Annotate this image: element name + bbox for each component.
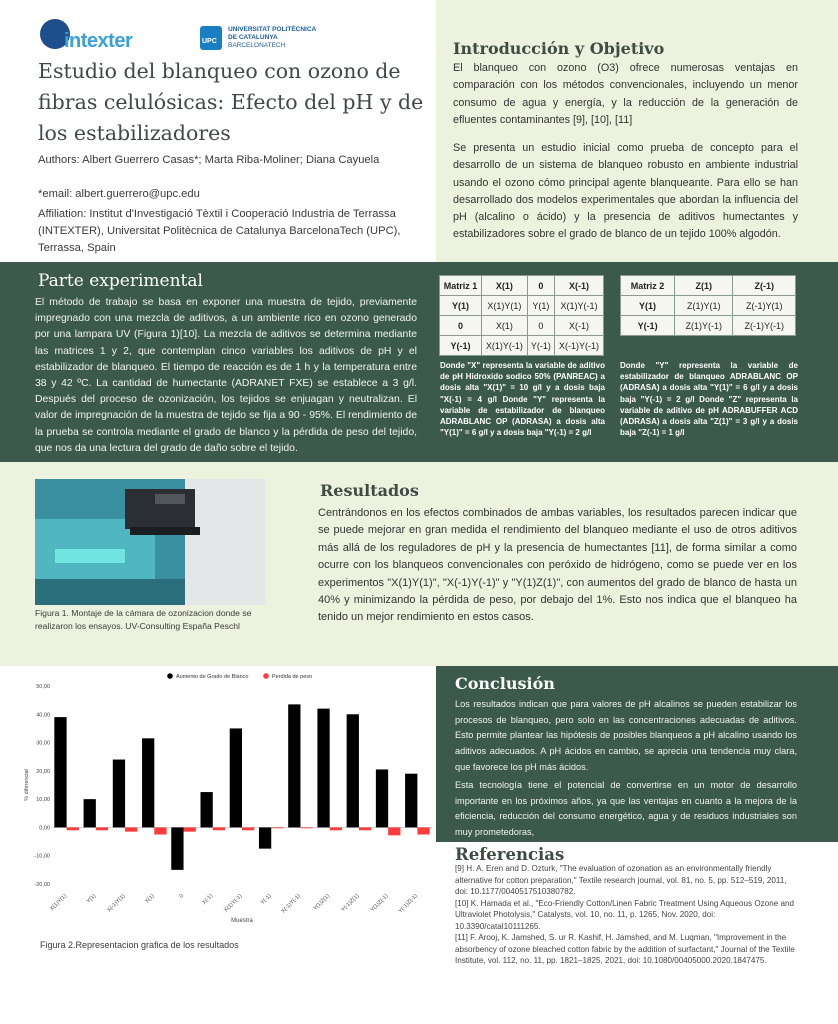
table-row <box>621 276 796 296</box>
matrix-1-table <box>439 275 604 356</box>
table-cell: 0 <box>527 316 554 336</box>
table-cell: X(1)Y(-1) <box>554 296 603 316</box>
legend-marker <box>263 673 269 679</box>
upc-logo <box>200 26 320 52</box>
results-heading: Resultados <box>320 481 419 500</box>
x-tick-label: Y(1)Z(-1) <box>369 893 390 914</box>
bar-perdida-peso <box>213 827 225 830</box>
table-cell: Y(-1) <box>527 336 554 356</box>
y-tick-label: 10,00 <box>36 797 50 804</box>
table-cell: Y(1) <box>527 296 554 316</box>
bar-grado-blanco <box>288 704 300 827</box>
bar-grado-blanco <box>171 827 183 869</box>
bar-grado-blanco <box>259 827 271 848</box>
bar-grado-blanco <box>405 774 417 828</box>
reference-item: [9] H. A. Eren and D. Ozturk, "The evaluation of ozonation as an environmentally friendly alternative for cotton preparation," Textile research journal, vol. 81, no. 5, pp. 512–519, 2011, doi: 10.1177/0040517510380782. <box>455 864 787 896</box>
references-heading: Referencias <box>455 845 565 864</box>
table-row <box>440 316 604 336</box>
matrix-1-note: Donde "X" representa la variable de aditivo de pH Hidroxido sodico 50% (PANREAC) a dosis alta "X(1)" = 10 g/l y a dosis baja "X(-1) = 4 g/l Donde "Y" representa la variable de estabilizador de blanqueo ADRABLANC OP (ADRASA) a dosis alta "Y(1)" = 6 g/l y a dosis baja "Y(-1) = 2 g/l <box>440 361 605 438</box>
bar-perdida-peso <box>359 827 371 830</box>
bar-perdida-peso <box>388 827 400 835</box>
y-tick-label: -20,00 <box>34 882 50 888</box>
ozonization-chamber-photo <box>35 479 265 605</box>
x-tick-label: X(1)Y(1) <box>49 893 69 913</box>
figure-1-caption: Figura 1. Montaje de la cámara de ozonizacion donde se realizaron los ensayos. UV-Consulting España Peschl <box>35 608 252 631</box>
upc-logo-badge <box>200 26 222 50</box>
x-tick-label: X(-1)Y(-1) <box>280 893 302 915</box>
table-cell: Z(-1) <box>733 276 796 296</box>
table-cell: Y(1) <box>621 296 675 316</box>
x-tick-label: X(-1) <box>201 893 215 907</box>
figure-2-caption: Figura 2.Representacion grafica de los resultados <box>40 940 239 950</box>
matrix-2-note: Donde "Y" representa la variable de estabilizador de blanqueo ADRABLANC OP (ADRASA) a dosis alta "Y(1)" = 6 g/l y a dosis baja "Y(-1) = 2 g/l Donde "Z" representa la variable de aditivo de pH ADRABUFFER ACD (ADRASA) a dosis alta "Z(1)" = 3 g/l y a dosis baja "Z(-1) = 1 g/l <box>620 361 798 438</box>
intro-paragraph-1: El blanqueo con ozono (O3) ofrece numerosas ventajas en comparación con los métodos convencionales, incluyendo un menor consumo de agua y energía, y la reducción de la generación de efluentes contaminantes [9], [10], [11] <box>453 62 798 126</box>
x-tick-label: X(1) <box>144 893 156 905</box>
x-tick-label: X(1)Y(-1) <box>223 893 244 914</box>
upc-logo-line1: UNIVERSITAT POLITÈCNICA <box>228 26 317 33</box>
x-tick-label: Y(1)Z(1) <box>312 893 332 912</box>
bar-grado-blanco <box>84 799 96 827</box>
legend-marker <box>167 673 173 679</box>
conclusion-paragraph-2: Esta tecnología tiene el potencial de convertirse en un motor de desarrollo importante en los próximos años, ya que las ventajas en cuanto a la mejora de la eficiencia, reducción del consumo energético, agua y de residuos industriales son muy prometedoras, <box>455 780 797 838</box>
experimental-text: El método de trabajo se basa en exponer una muestra de tejido, previamente impregnado con una mezcla de aditivos, a un ambiente rico en ozono generado por una lampara UV (Figura 1)[10]. La mezcla de aditivos se determina mediante las matrices 1 y 2, que contemplan cinco variables los aditivos de pH y el estabilizador de blanqueo. El tiempo de reacción es de 1 h y la temperatura entre 38 y 42 ºC. La cantidad de humectante (ADRANET FXE) se establece a 3 g/l. Después del proceso de ozonización, los tejidos se enjuagan y neutralizan. El valor de impregnación de la muestra de tejido se fija a 90 - 95%. El rendimiento de la prueba se controla mediante el grado de blanco y la pérdida de peso del tejido, que nos da una lectura del grado de daño sobre el tejido. <box>35 297 417 454</box>
affiliation: Affiliation: Institut d'Investigació Tèxtil i Cooperació Industria de Terrassa (INTEXTER), Universitat Politècnica de Catalunya BarcelonaTech (UPC), Terrassa, Spain <box>38 208 401 254</box>
table-cell: X(-1) <box>554 276 603 296</box>
legend-label: Aumento de Grado de Blanco <box>176 674 249 680</box>
bar-perdida-peso <box>300 827 312 828</box>
authors: Authors: Albert Guerrero Casas*; Marta Riba-Moliner; Diana Cayuela <box>38 154 380 166</box>
bar-grado-blanco <box>54 717 66 827</box>
bar-perdida-peso <box>154 827 166 834</box>
intexter-logo-text: intexter <box>64 30 133 52</box>
x-tick-label: Y(1) <box>85 893 98 905</box>
y-tick-label: 50,00 <box>36 684 50 690</box>
x-tick-label: 0 <box>178 893 185 900</box>
table-cell: Z(1)Y(-1) <box>675 316 733 336</box>
table-cell: X(-1) <box>554 316 603 336</box>
upc-logo-line3: BARCELONATECH <box>228 42 286 49</box>
y-tick-label: 40,00 <box>36 712 50 719</box>
table-cell: Y(-1) <box>621 316 675 336</box>
author-email: *email: albert.guerrero@upc.edu <box>38 188 200 200</box>
bar-grado-blanco <box>142 738 154 827</box>
x-tick-label: Y(-1) <box>259 893 273 907</box>
bar-grado-blanco <box>200 792 212 827</box>
results-text: Centrándonos en los efectos combinados de ambas variables, los resultados parecen indicar que se puede mejorar en gran medida el rendimiento del blanqueo mediante el uso de otros aditivos más allá de los reguladores de pH y la presencia de humectantes [11], de forma similar a como ocurre con los blanqueos convencionales con peróxido de hidrógeno, como se puede ver en los experimentos "X(1)Y(1)", "X(-1)Y(-1)" y "Y(1)Z(1)", con aumentos del grado de blanco de hasta un 40% y minimizando la pérdida de peso, por debajo del 1%. Esto nos indica que el blanqueo ha tenido un mejor rendimiento en estos casos. <box>318 507 797 624</box>
table-cell: X(1) <box>481 276 527 296</box>
intro-heading: Introducción y Objetivo <box>453 39 665 58</box>
x-tick-label: Y(-1)Z(1) <box>340 893 361 914</box>
table-row <box>440 276 604 296</box>
table-cell: 0 <box>527 276 554 296</box>
table-cell: Z(-1)Y(-1) <box>733 316 796 336</box>
table-cell: Z(1) <box>675 276 733 296</box>
table-cell: Y(-1) <box>440 336 482 356</box>
table-cell: Z(-1)Y(1) <box>733 296 796 316</box>
legend-label: Perdida de peso <box>272 674 313 680</box>
bar-perdida-peso <box>67 827 79 830</box>
intro-paragraph-2: Se presenta un estudio inicial como prueba de concepto para el desarrollo de un sistema de blanqueo robusto en ambiente industrial usando el ozono cómo principal agente blanqueante. Para ello se han desarrollado dos modelos experimentales que abordan la influencia del pH (alcalino o ácido) y la presencia de aditivos humectantes y estabilizadores sobre el grado de blanco de un tejido 100% algodón. <box>453 142 798 241</box>
y-tick-label: 30,00 <box>36 740 50 747</box>
table-row <box>621 316 796 336</box>
table-cell: X(1)Y(1) <box>481 296 527 316</box>
bar-perdida-peso <box>417 827 429 834</box>
x-tick-label: X(-1)Y(1) <box>106 893 127 914</box>
experimental-heading: Parte experimental <box>38 271 203 291</box>
bar-grado-blanco <box>317 709 329 828</box>
bar-perdida-peso <box>271 827 283 828</box>
x-tick-label: Y(-1)Z(-1) <box>397 893 419 915</box>
table-row <box>440 296 604 316</box>
table-row <box>440 336 604 356</box>
reference-item: [10] K. Hamada et al., "Eco-Friendly Cotton/Linen Fabric Treatment Using Aqueous Ozone and Ultraviolet Photolysis," Catalysts, vol. 10, no. 11, p. 1265, Nov. 2020, doi: 10.3390/catal10111265. <box>455 898 794 931</box>
y-tick-label: -10,00 <box>34 853 50 860</box>
table-cell: X(1) <box>481 316 527 336</box>
references-list <box>455 863 795 967</box>
bar-perdida-peso <box>184 827 196 831</box>
table-row <box>621 296 796 316</box>
x-axis-label: Muestra <box>231 918 253 924</box>
bar-perdida-peso <box>330 827 342 830</box>
table-cell: Matriz 2 <box>621 276 675 296</box>
table-cell: X(1)Y(-1) <box>481 336 527 356</box>
conclusion-heading: Conclusión <box>455 674 555 693</box>
y-tick-label: 0,00 <box>39 825 50 832</box>
bar-grado-blanco <box>376 769 388 827</box>
y-axis-label: % diferencial <box>24 769 30 801</box>
results-bar-chart <box>0 666 436 946</box>
table-cell: Y(1) <box>440 296 482 316</box>
table-cell: Z(1)Y(1) <box>675 296 733 316</box>
bar-grado-blanco <box>113 760 125 828</box>
reference-item: [11] F. Arooj, K. Jamshed, S. ur R. Kashif, H. Jamshed, and M. Luqman, "Improvement in the absorbency of ozone bleached cotton fabric by the addition of surfactant," Journal of the Textile Institute, vol. 112, no. 11, pp. 1821–1825, 2021, doi: 10.1080/00405000.2020.1847475. <box>455 933 795 965</box>
table-cell: 0 <box>440 316 482 336</box>
intexter-logo <box>40 17 140 55</box>
matrix-2-table <box>620 275 796 336</box>
bar-perdida-peso <box>242 827 254 830</box>
table-cell: X(-1)Y(-1) <box>554 336 603 356</box>
bar-grado-blanco <box>347 714 359 827</box>
table-cell: Matriz 1 <box>440 276 482 296</box>
upc-badge-text: UPC <box>202 38 217 45</box>
bar-grado-blanco <box>230 728 242 827</box>
y-tick-label: 20,00 <box>36 768 50 775</box>
conclusion-paragraph-1: Los resultados indican que para valores de pH alcalinos se pueden estabilizar los procesos de blanqueo, pero solo en las concentraciones adecuadas de aditivos. Esto permite plantear las hipótesis de posibles blanqueos a pH alcalino usando los aditivos adecuados. A pH ácidos en cambio, se aprecia una tendencia muy clara, que favorece los pH más ácidos. <box>455 699 797 772</box>
upc-logo-line2: DE CATALUNYA <box>228 34 278 41</box>
photo-illustration <box>35 479 265 605</box>
poster-title: Estudio del blanqueo con ozono de fibras celulósicas: Efecto del pH y de los estabilizadores <box>38 59 424 145</box>
bar-perdida-peso <box>125 827 137 831</box>
bar-perdida-peso <box>96 827 108 830</box>
